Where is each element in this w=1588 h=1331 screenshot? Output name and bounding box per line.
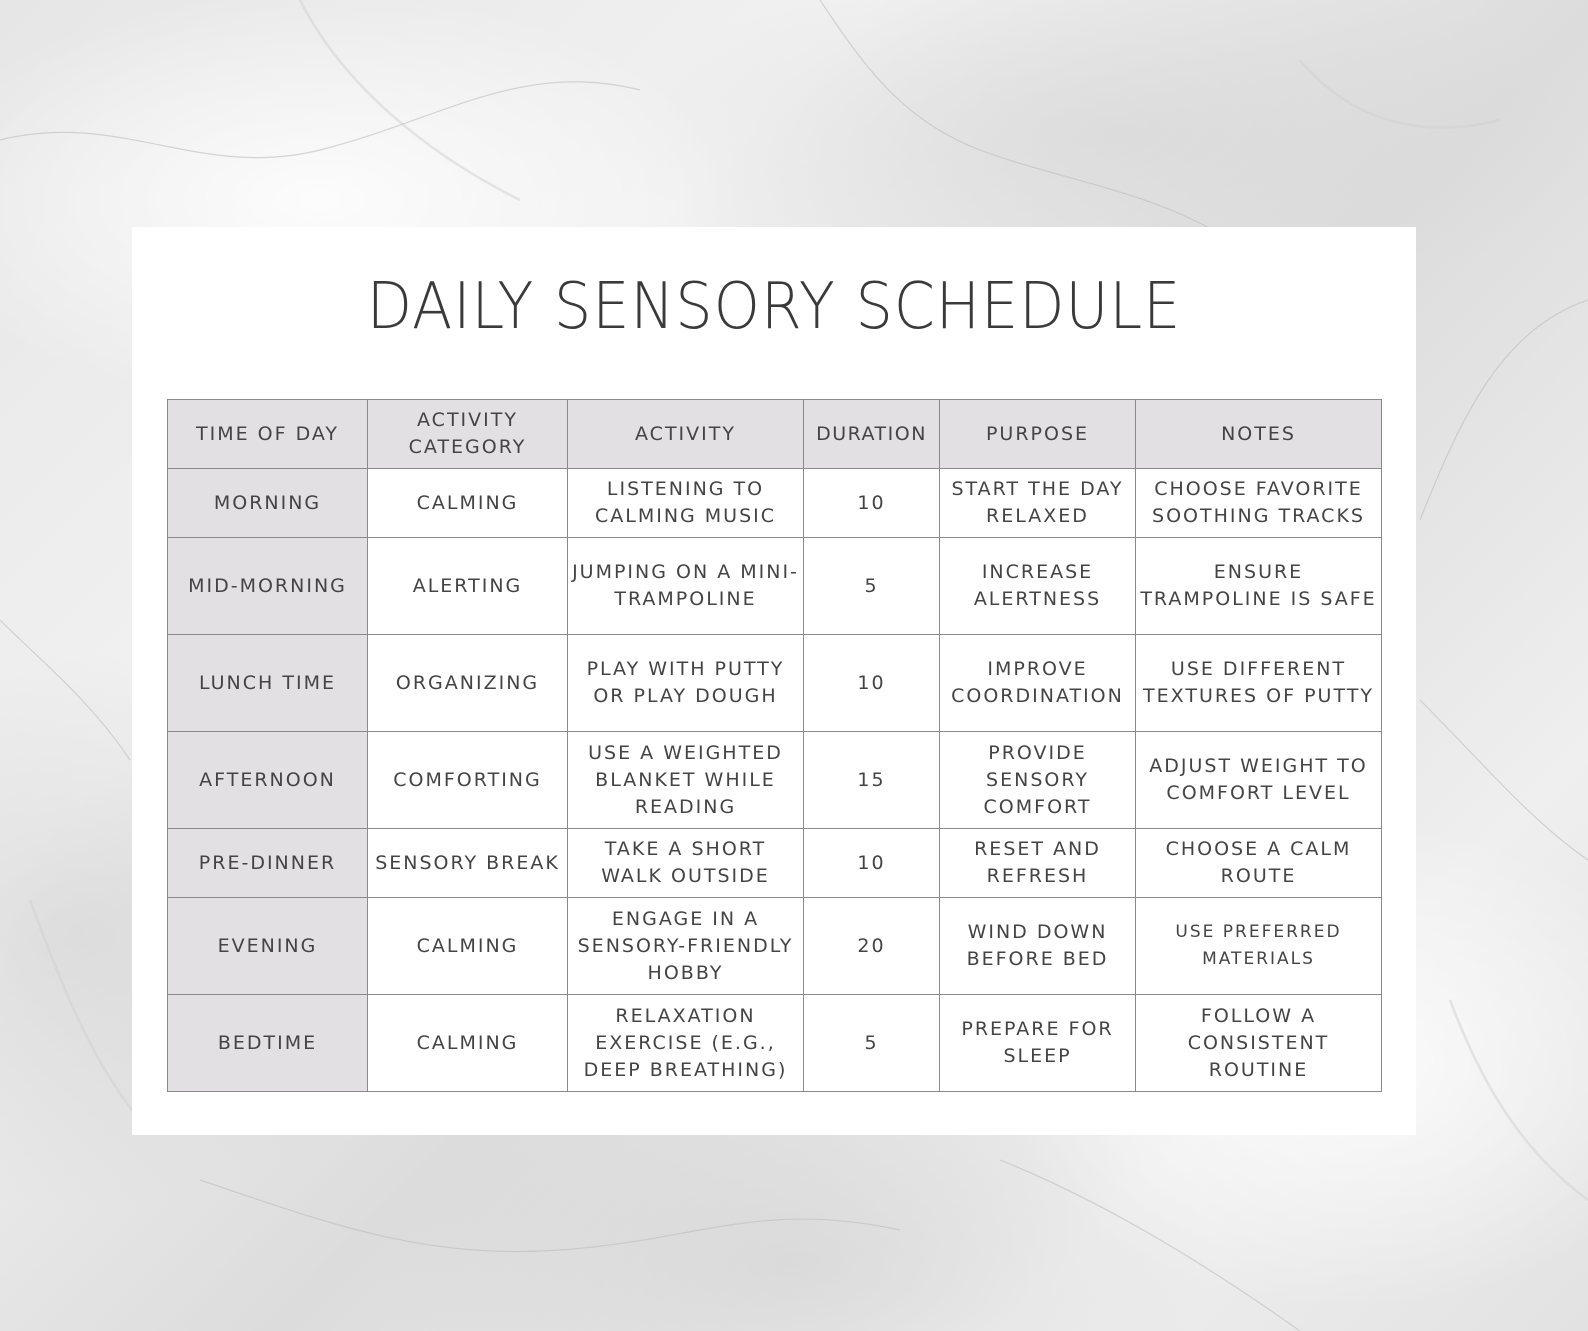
notes-cell: FOLLOW A CONSISTENT ROUTINE xyxy=(1136,995,1382,1092)
table-row xyxy=(168,732,1382,829)
category-cell: ALERTING xyxy=(368,538,568,635)
category-cell: COMFORTING xyxy=(368,732,568,829)
activity-cell: TAKE A SHORT WALK OUTSIDE xyxy=(568,829,804,898)
time-of-day-cell: LUNCH TIME xyxy=(168,635,368,732)
time-of-day-cell: MID-MORNING xyxy=(168,538,368,635)
duration-cell: 5 xyxy=(804,995,940,1092)
activity-cell: JUMPING ON A MINI-TRAMPOLINE xyxy=(568,538,804,635)
column-header: DURATION xyxy=(804,400,940,469)
column-header: TIME OF DAY xyxy=(168,400,368,469)
activity-cell: PLAY WITH PUTTY OR PLAY DOUGH xyxy=(568,635,804,732)
table-row xyxy=(168,538,1382,635)
table-row xyxy=(168,469,1382,538)
purpose-cell: PROVIDE SENSORY COMFORT xyxy=(940,732,1136,829)
notes-cell: CHOOSE A CALM ROUTE xyxy=(1136,829,1382,898)
column-header: ACTIVITY xyxy=(568,400,804,469)
time-of-day-cell: EVENING xyxy=(168,898,368,995)
purpose-cell: START THE DAY RELAXED xyxy=(940,469,1136,538)
category-cell: SENSORY BREAK xyxy=(368,829,568,898)
schedule-card xyxy=(132,227,1416,1135)
category-cell: ORGANIZING xyxy=(368,635,568,732)
table-row xyxy=(168,995,1382,1092)
activity-cell: USE A WEIGHTED BLANKET WHILE READING xyxy=(568,732,804,829)
time-of-day-cell: PRE-DINNER xyxy=(168,829,368,898)
column-header: NOTES xyxy=(1136,400,1382,469)
notes-cell: USE PREFERRED MATERIALS xyxy=(1136,898,1382,995)
column-header: ACTIVITY CATEGORY xyxy=(368,400,568,469)
duration-cell: 20 xyxy=(804,898,940,995)
category-cell: CALMING xyxy=(368,898,568,995)
time-of-day-cell: AFTERNOON xyxy=(168,732,368,829)
schedule-table xyxy=(167,399,1382,1092)
purpose-cell: WIND DOWN BEFORE BED xyxy=(940,898,1136,995)
notes-cell: USE DIFFERENT TEXTURES OF PUTTY xyxy=(1136,635,1382,732)
notes-cell: ENSURE TRAMPOLINE IS SAFE xyxy=(1136,538,1382,635)
duration-cell: 10 xyxy=(804,469,940,538)
table-row xyxy=(168,635,1382,732)
duration-cell: 15 xyxy=(804,732,940,829)
duration-cell: 5 xyxy=(804,538,940,635)
duration-cell: 10 xyxy=(804,635,940,732)
table-row xyxy=(168,898,1382,995)
notes-cell: ADJUST WEIGHT TO COMFORT LEVEL xyxy=(1136,732,1382,829)
notes-cell: CHOOSE FAVORITE SOOTHING TRACKS xyxy=(1136,469,1382,538)
table-row xyxy=(168,829,1382,898)
category-cell: CALMING xyxy=(368,995,568,1092)
page-title: DAILY SENSORY SCHEDULE xyxy=(366,270,1182,344)
purpose-cell: PREPARE FOR SLEEP xyxy=(940,995,1136,1092)
activity-cell: LISTENING TO CALMING MUSIC xyxy=(568,469,804,538)
duration-cell: 10 xyxy=(804,829,940,898)
activity-cell: RELAXATION EXERCISE (E.G., DEEP BREATHING) xyxy=(568,995,804,1092)
time-of-day-cell: BEDTIME xyxy=(168,995,368,1092)
time-of-day-cell: MORNING xyxy=(168,469,368,538)
category-cell: CALMING xyxy=(368,469,568,538)
purpose-cell: INCREASE ALERTNESS xyxy=(940,538,1136,635)
purpose-cell: RESET AND REFRESH xyxy=(940,829,1136,898)
header-row xyxy=(168,400,1382,469)
purpose-cell: IMPROVE COORDINATION xyxy=(940,635,1136,732)
column-header: PURPOSE xyxy=(940,400,1136,469)
activity-cell: ENGAGE IN A SENSORY-FRIENDLY HOBBY xyxy=(568,898,804,995)
